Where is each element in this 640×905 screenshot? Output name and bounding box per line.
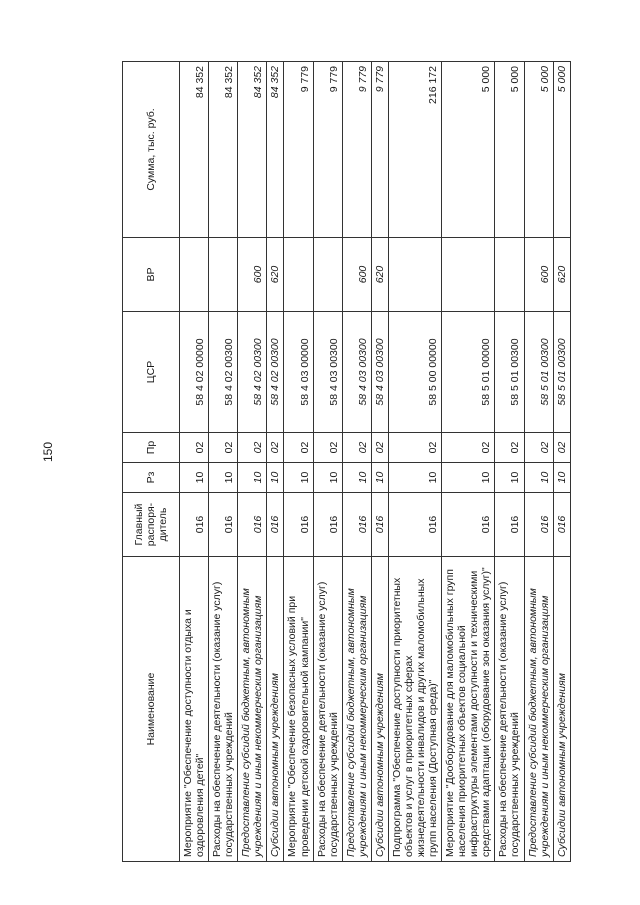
table-row	[180, 62, 209, 862]
budget-table	[122, 61, 571, 862]
cell-sum: 5 000	[495, 62, 524, 238]
cell-rz: 10	[442, 463, 495, 493]
cell-rz: 10	[209, 463, 238, 493]
cell-csr: 58 4 02 00300	[238, 312, 267, 433]
table-row	[371, 62, 388, 862]
cell-name: Субсидии автономным учреждениям	[267, 557, 284, 862]
cell-sum: 84 352	[180, 62, 209, 238]
table-row	[553, 62, 570, 862]
cell-name: Предоставление субсидий бюджетным, автономным учреждениям и иным некоммерческим организациям	[524, 557, 553, 862]
cell-name: Мероприятие "Дооборудование для маломобильных групп населения приоритетных объектов социальной инфраструктуры элементами доступности и техническими средствами адаптации (оборудование зон оказания услуг)"	[442, 557, 495, 862]
cell-name: Предоставление субсидий бюджетным, автономным учреждениям и иным некоммерческим организациям	[238, 557, 267, 862]
table-row	[388, 62, 441, 862]
cell-csr: 58 4 03 00300	[313, 312, 342, 433]
cell-pr: 02	[524, 433, 553, 463]
cell-sum: 9 779	[284, 62, 313, 238]
table-row	[495, 62, 524, 862]
header-pr: Пр	[123, 433, 180, 463]
table-row	[209, 62, 238, 862]
page-number: 150	[41, 441, 56, 463]
cell-pr: 02	[209, 433, 238, 463]
cell-rz: 10	[342, 463, 371, 493]
cell-vr: 600	[524, 238, 553, 312]
cell-vr	[180, 238, 209, 312]
cell-name: Расходы на обеспечение деятельности (оказание услуг) государственных учреждений	[313, 557, 342, 862]
cell-sum: 9 779	[342, 62, 371, 238]
cell-pr: 02	[267, 433, 284, 463]
cell-pr: 02	[495, 433, 524, 463]
table-row	[267, 62, 284, 862]
cell-sum: 5 000	[553, 62, 570, 238]
cell-main-manager: 016	[238, 493, 267, 557]
cell-csr: 58 4 02 00300	[267, 312, 284, 433]
cell-vr	[442, 238, 495, 312]
cell-csr: 58 4 02 00300	[209, 312, 238, 433]
cell-vr	[209, 238, 238, 312]
rotated-table-container	[122, 62, 588, 862]
header-row	[123, 62, 180, 862]
table-row	[313, 62, 342, 862]
cell-csr: 58 4 03 00000	[284, 312, 313, 433]
cell-rz: 10	[284, 463, 313, 493]
cell-main-manager: 016	[388, 493, 441, 557]
cell-sum: 216 172	[388, 62, 441, 238]
cell-sum: 9 779	[313, 62, 342, 238]
cell-sum: 84 352	[267, 62, 284, 238]
cell-rz: 10	[313, 463, 342, 493]
table-row	[284, 62, 313, 862]
cell-pr: 02	[388, 433, 441, 463]
cell-vr	[388, 238, 441, 312]
cell-main-manager: 016	[313, 493, 342, 557]
cell-csr: 58 5 01 00000	[442, 312, 495, 433]
cell-rz: 10	[553, 463, 570, 493]
cell-pr: 02	[180, 433, 209, 463]
cell-sum: 84 352	[209, 62, 238, 238]
cell-csr: 58 5 00 00000	[388, 312, 441, 433]
cell-main-manager: 016	[267, 493, 284, 557]
cell-vr: 620	[553, 238, 570, 312]
cell-csr: 58 5 01 00300	[524, 312, 553, 433]
header-name: Наименование	[123, 557, 180, 862]
cell-vr: 620	[371, 238, 388, 312]
cell-pr: 02	[313, 433, 342, 463]
header-vr: ВР	[123, 238, 180, 312]
cell-rz: 10	[524, 463, 553, 493]
cell-rz: 10	[495, 463, 524, 493]
cell-pr: 02	[284, 433, 313, 463]
header-sum: Сумма, тыс. руб.	[123, 62, 180, 238]
cell-pr: 02	[442, 433, 495, 463]
header-rz: Рз	[123, 463, 180, 493]
cell-main-manager: 016	[209, 493, 238, 557]
cell-sum: 9 779	[371, 62, 388, 238]
cell-rz: 10	[238, 463, 267, 493]
cell-name: Расходы на обеспечение деятельности (оказание услуг) государственных учреждений	[495, 557, 524, 862]
cell-name: Предоставление субсидий бюджетным, автономным учреждениям и иным некоммерческим организациям	[342, 557, 371, 862]
header-main-manager: Главный распоря-дитель	[123, 493, 180, 557]
cell-vr: 600	[238, 238, 267, 312]
cell-name: Подпрограмма "Обеспечение доступности приоритетных объектов и услуг в приоритетных сферах жизнедеятельности инвалидов и других маломобильных групп населения (Доступная среда)"	[388, 557, 441, 862]
cell-name: Субсидии автономным учреждениям	[553, 557, 570, 862]
cell-main-manager: 016	[284, 493, 313, 557]
cell-name: Расходы на обеспечение деятельности (оказание услуг) государственных учреждений	[209, 557, 238, 862]
cell-main-manager: 016	[524, 493, 553, 557]
cell-name: Мероприятие "Обеспечение доступности отдыха и оздоровления детей"	[180, 557, 209, 862]
cell-rz: 10	[388, 463, 441, 493]
cell-main-manager: 016	[180, 493, 209, 557]
cell-main-manager: 016	[442, 493, 495, 557]
cell-vr: 600	[342, 238, 371, 312]
cell-sum: 84 352	[238, 62, 267, 238]
cell-pr: 02	[553, 433, 570, 463]
cell-name: Мероприятие "Обеспечение безопасных условий при проведении детской оздоровительной кампании"	[284, 557, 313, 862]
cell-vr	[313, 238, 342, 312]
cell-main-manager: 016	[342, 493, 371, 557]
table-row	[342, 62, 371, 862]
cell-name: Субсидии автономным учреждениям	[371, 557, 388, 862]
cell-csr: 58 4 03 00300	[371, 312, 388, 433]
cell-vr: 620	[267, 238, 284, 312]
cell-csr: 58 5 01 00300	[553, 312, 570, 433]
cell-rz: 10	[267, 463, 284, 493]
cell-vr	[495, 238, 524, 312]
cell-rz: 10	[180, 463, 209, 493]
table-row	[238, 62, 267, 862]
cell-pr: 02	[371, 433, 388, 463]
cell-csr: 58 5 01 00300	[495, 312, 524, 433]
header-csr: ЦСР	[123, 312, 180, 433]
cell-vr	[284, 238, 313, 312]
cell-pr: 02	[342, 433, 371, 463]
cell-csr: 58 4 03 00300	[342, 312, 371, 433]
table-row	[442, 62, 495, 862]
cell-main-manager: 016	[371, 493, 388, 557]
cell-csr: 58 4 02 00000	[180, 312, 209, 433]
table-row	[524, 62, 553, 862]
cell-sum: 5 000	[442, 62, 495, 238]
cell-main-manager: 016	[553, 493, 570, 557]
cell-pr: 02	[238, 433, 267, 463]
table-body	[180, 62, 571, 862]
cell-sum: 5 000	[524, 62, 553, 238]
cell-rz: 10	[371, 463, 388, 493]
cell-main-manager: 016	[495, 493, 524, 557]
